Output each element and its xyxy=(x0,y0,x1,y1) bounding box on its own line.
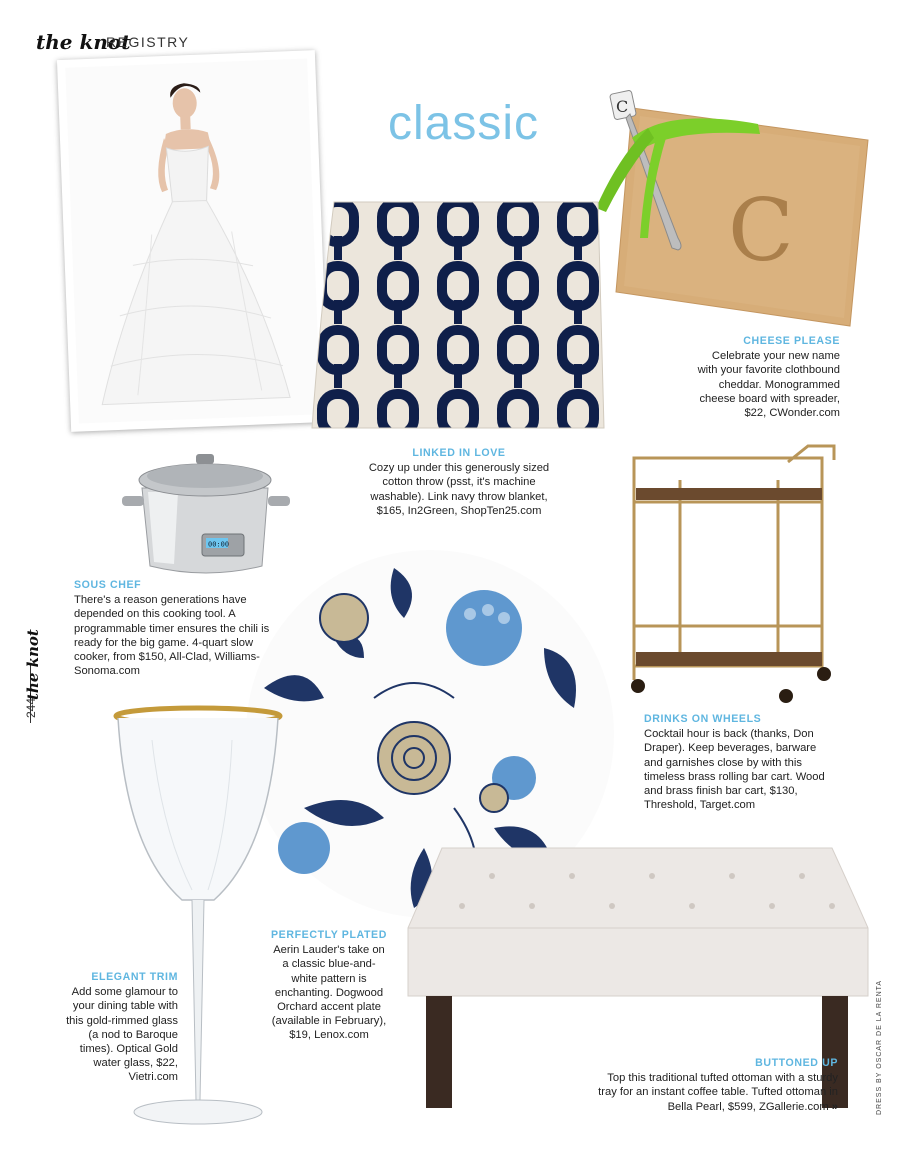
photo-credit: DRESS BY OSCAR DE LA RENTA xyxy=(876,979,883,1115)
section-label: REGISTRY xyxy=(106,34,190,50)
caption-elegant-trim xyxy=(64,970,178,1085)
caption-text: Cocktail hour is back (thanks, Don Draper). Keep beverages, barware and garnishes close by with this timeless brass rolling bar cart. Wood and brass finish bar cart, $130, Threshold, Target.com xyxy=(644,728,825,812)
the-knot-logo: the knot xyxy=(36,30,131,54)
dress-photo xyxy=(57,50,329,432)
caption-text: There's a reason generations have depended on this cooking tool. A programmable timer ensures the chili is ready for the big game. 4-quart slow cooker, from $150, All-Clad, Williams-Sonoma.com xyxy=(74,594,270,678)
page-number: 244 xyxy=(24,697,38,718)
continued-arrow-icon: » xyxy=(831,1100,838,1113)
caption-text: Aerin Lauder's take on a classic blue-and-white pattern is enchanting. Dogwood Orchard accent plate (available in February), $19, Lenox.com xyxy=(271,944,387,1042)
caption-heading: ELEGANT TRIM xyxy=(91,971,178,983)
caption-heading: DRINKS ON WHEELS xyxy=(644,713,762,725)
caption-text: Cozy up under this generously sized cotton throw (psst, it's machine washable). Link navy throw blanket, $165, In2Green, ShopTen25.com xyxy=(368,462,550,517)
caption-heading: CHEESE PLEASE xyxy=(743,335,840,347)
caption-cheese-please xyxy=(690,334,840,420)
board-monogram: C xyxy=(728,181,794,281)
folio-logo: the knot xyxy=(24,629,42,700)
caption-text xyxy=(590,1071,838,1114)
caption-text: Celebrate your new name with your favorite clothbound cheddar. Monogrammed cheese board with spreader, $22, CWonder.com xyxy=(697,350,840,420)
navy-link-throw-image xyxy=(308,196,606,434)
caption-body: Top this traditional tufted ottoman with a sturdy tray for an instant coffee table. Tufted ottoman in Bella Pearl, $599, ZGallerie.com xyxy=(598,1072,838,1113)
caption-buttoned-up xyxy=(590,1056,838,1114)
caption-heading: LINKED IN LOVE xyxy=(412,447,506,459)
wedding-dress-illustration xyxy=(65,58,320,423)
caption-heading: BUTTONED UP xyxy=(755,1057,838,1069)
page-title: classic xyxy=(388,97,540,150)
brass-bar-cart-image xyxy=(628,440,840,710)
caption-heading: SOUS CHEF xyxy=(74,579,142,591)
caption-linked-in-love xyxy=(364,446,554,518)
cheese-board-image xyxy=(588,88,870,330)
spreader-letter: C xyxy=(616,97,629,116)
caption-drinks-on-wheels xyxy=(644,712,834,812)
caption-heading: PERFECTLY PLATED xyxy=(271,929,387,941)
caption-text: Add some glamour to your dining table with this gold-rimmed glass (a nod to Baroque times). Optical Gold water glass, $22, Vietri.com xyxy=(66,986,178,1084)
cooker-display: 00:00 xyxy=(208,540,230,549)
